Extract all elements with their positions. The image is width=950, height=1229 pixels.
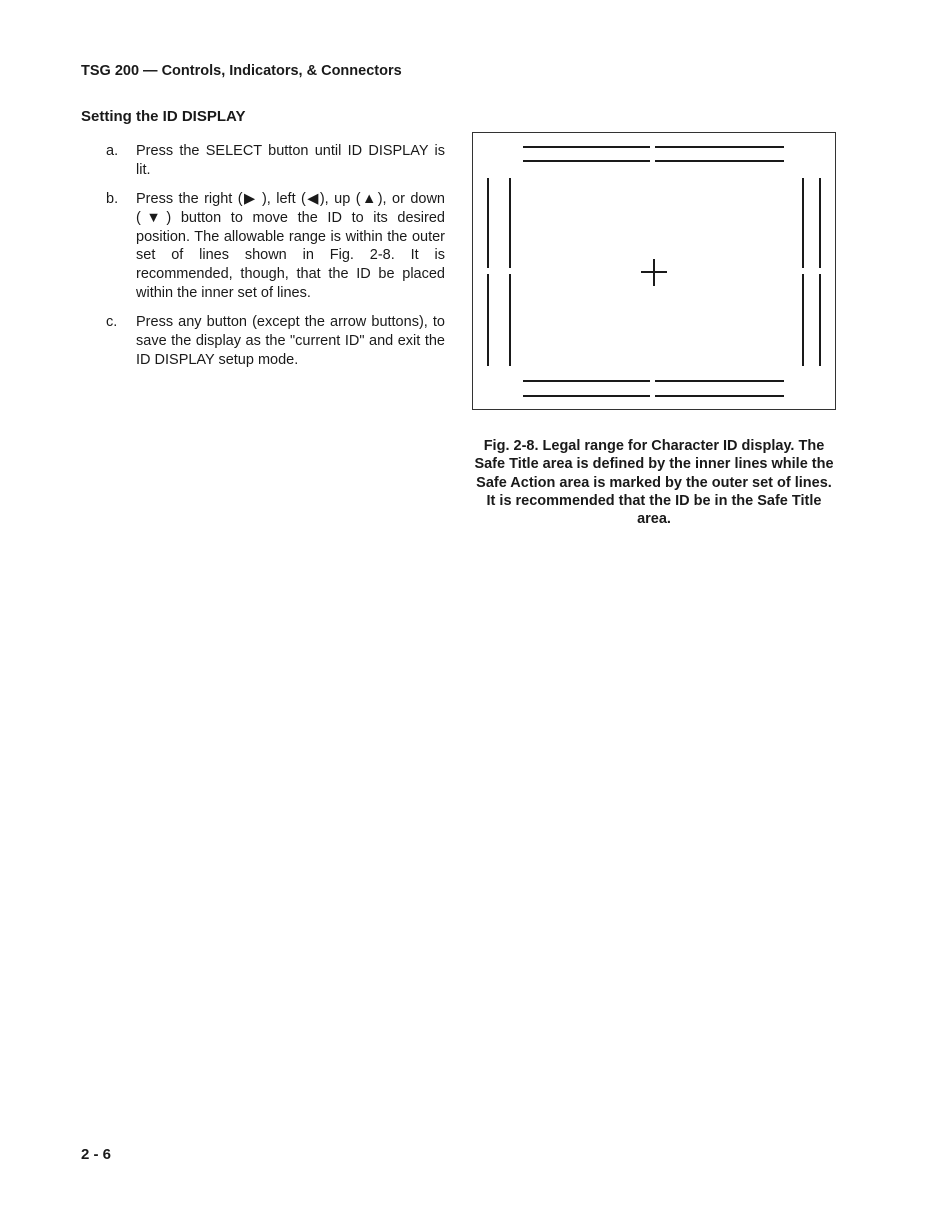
step-b (106, 190, 445, 303)
step-marker: c. (106, 314, 118, 331)
step-marker: a. (106, 143, 119, 159)
safe-area-figure (472, 132, 836, 410)
figure-caption: Fig. 2-8. Legal range for Character ID display. The Safe Title area is defined by the inner lines while the Safe Action area is marked by the outer set of lines. It is recommended that the ID be in the Safe Title area. (474, 438, 834, 528)
step-c (106, 313, 445, 369)
step-marker: b. (106, 191, 119, 208)
instruction-steps (106, 142, 445, 380)
section-title: Setting the ID DISPLAY (81, 108, 246, 125)
step-a (106, 142, 445, 180)
step-text: Press the SELECT button until ID DISPLAY is lit. (136, 143, 445, 178)
step-text: Press any button (except the arrow buttons), to save the display as the "current ID" and exit the ID DISPLAY setup mode. (136, 314, 445, 368)
safe-area-diagram (473, 133, 837, 411)
page-number: 2 - 6 (81, 1146, 112, 1163)
running-header: TSG 200 — Controls, Indicators, & Connectors (81, 63, 402, 79)
step-text: Press the right (▶ ), left (◀), up (▲), or down (▼) button to move the ID to its desired position. The allowable range is within the outer set of lines shown in Fig. 2-8. It is recommended, though, that the ID be placed within the inner set of lines. (136, 191, 445, 302)
